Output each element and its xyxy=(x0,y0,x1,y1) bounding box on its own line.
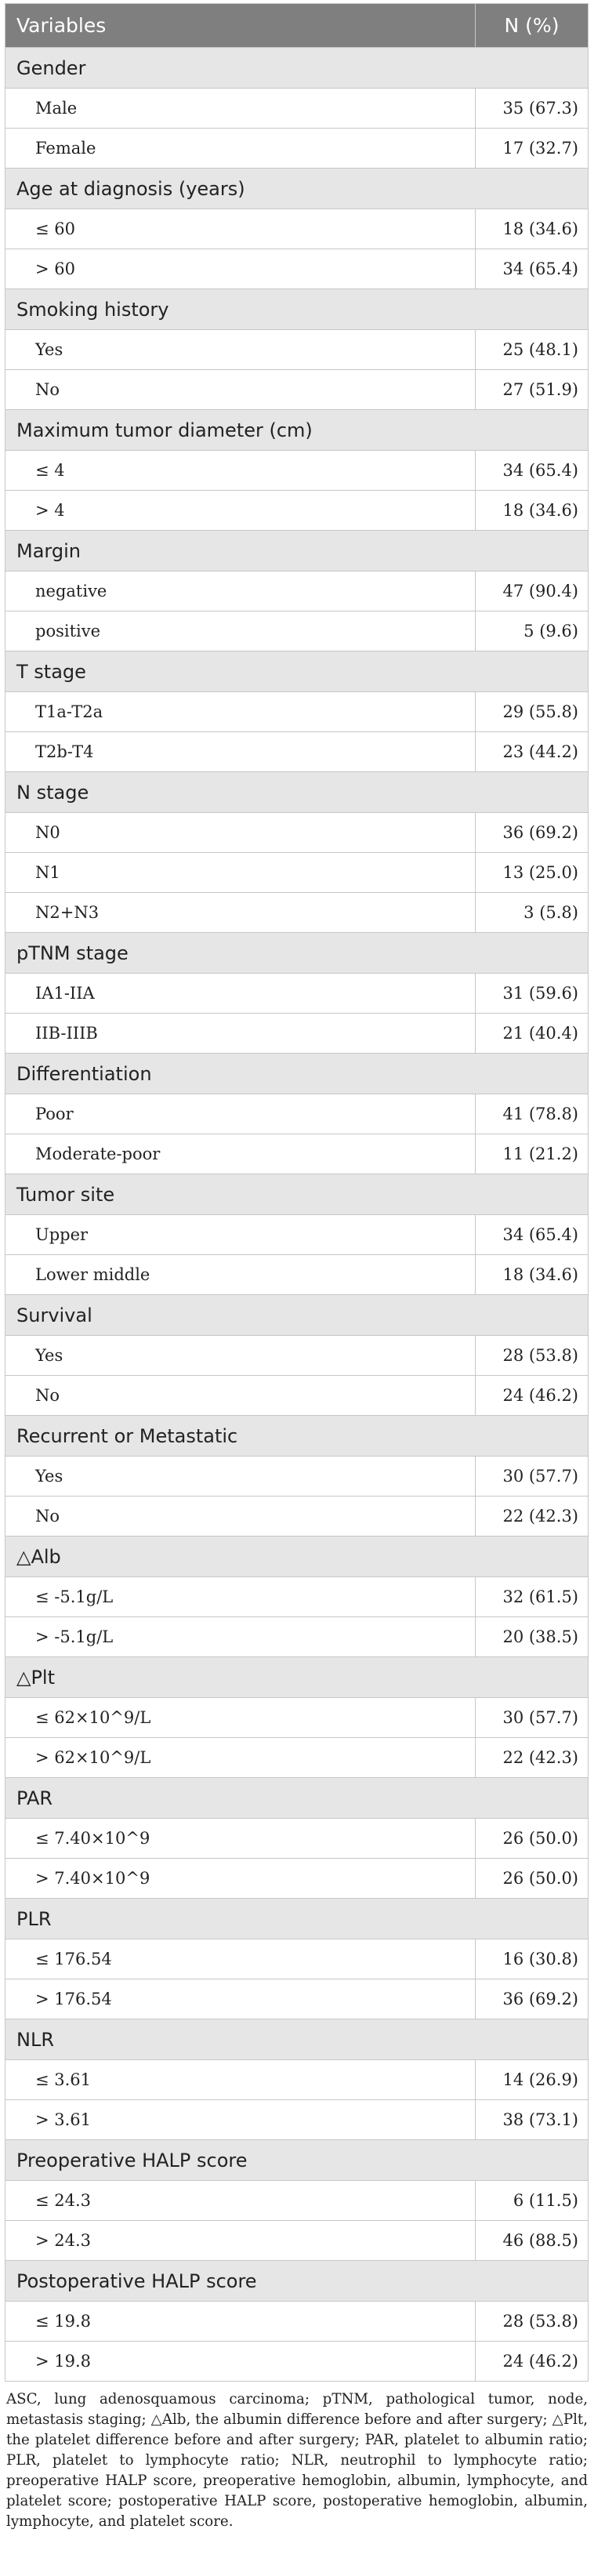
row-value: 24 (46.2) xyxy=(476,1376,589,1416)
row-label: ≤ 4 xyxy=(5,451,476,491)
row-value: 25 (48.1) xyxy=(476,330,589,370)
characteristics-table xyxy=(5,3,589,2382)
row-label: No xyxy=(5,1497,476,1537)
row-label: Lower middle xyxy=(5,1255,476,1295)
table-row xyxy=(5,732,589,772)
row-value: 24 (46.2) xyxy=(476,2342,589,2382)
row-label: No xyxy=(5,1376,476,1416)
table-footnote: ASC, lung adenosquamous carcinoma; pTNM, pathological tumor, node, metastasis staging; △Alb, the albumin difference before and after surgery; △Plt, the platelet difference before and after surgery; PAR, platelet to albumin ratio; PLR, platelet to lymphocyte ratio; NLR, neutrophil to lymphocyte ratio; preoperative HALP score, preoperative hemoglobin, albumin, lymphocyte, and platelet score; postoperative HALP score, postoperative hemoglobin, albumin, lymphocyte, and platelet score. xyxy=(6,2391,588,2530)
table-row xyxy=(5,611,589,651)
group-title: T stage xyxy=(5,651,589,692)
row-value: 29 (55.8) xyxy=(476,692,589,732)
group-title: pTNM stage xyxy=(5,933,589,974)
group-row xyxy=(5,1537,589,1577)
row-value: 32 (61.5) xyxy=(476,1577,589,1617)
row-label: > 24.3 xyxy=(5,2221,476,2261)
table-row xyxy=(5,1336,589,1376)
row-value: 35 (67.3) xyxy=(476,89,589,129)
row-label: Female xyxy=(5,129,476,169)
row-value: 46 (88.5) xyxy=(476,2221,589,2261)
row-label: Yes xyxy=(5,1336,476,1376)
table-row xyxy=(5,1859,589,1899)
table-row xyxy=(5,893,589,933)
table-row xyxy=(5,249,589,289)
group-row xyxy=(5,2261,589,2302)
table-row xyxy=(5,2221,589,2261)
row-label: ≤ 3.61 xyxy=(5,2060,476,2100)
group-title: Smoking history xyxy=(5,289,589,330)
table-row xyxy=(5,1939,589,1979)
row-value: 11 (21.2) xyxy=(476,1134,589,1174)
group-row xyxy=(5,1295,589,1336)
row-label: Male xyxy=(5,89,476,129)
table-row xyxy=(5,1094,589,1134)
row-label: > 176.54 xyxy=(5,1979,476,2019)
row-label: ≤ 176.54 xyxy=(5,1939,476,1979)
group-row xyxy=(5,169,589,209)
row-label: ≤ 19.8 xyxy=(5,2302,476,2342)
table-row xyxy=(5,89,589,129)
row-value: 36 (69.2) xyxy=(476,813,589,853)
table-row xyxy=(5,2060,589,2100)
row-label: > 60 xyxy=(5,249,476,289)
group-title: Preoperative HALP score xyxy=(5,2140,589,2181)
group-title: Tumor site xyxy=(5,1174,589,1215)
row-label: > 19.8 xyxy=(5,2342,476,2382)
group-row xyxy=(5,772,589,813)
row-value: 5 (9.6) xyxy=(476,611,589,651)
row-label: Yes xyxy=(5,330,476,370)
table-row xyxy=(5,974,589,1014)
row-label: negative xyxy=(5,571,476,611)
row-label: ≤ 7.40×10^9 xyxy=(5,1819,476,1859)
row-value: 18 (34.6) xyxy=(476,491,589,531)
header-n-percent: N (%) xyxy=(476,4,589,48)
table-row xyxy=(5,1497,589,1537)
table-row xyxy=(5,129,589,169)
row-value: 30 (57.7) xyxy=(476,1457,589,1497)
group-row xyxy=(5,2019,589,2060)
row-label: N1 xyxy=(5,853,476,893)
table-row xyxy=(5,2302,589,2342)
group-row xyxy=(5,1054,589,1094)
group-title: Maximum tumor diameter (cm) xyxy=(5,410,589,451)
group-row xyxy=(5,2140,589,2181)
header-variables: Variables xyxy=(5,4,476,48)
table-row xyxy=(5,1215,589,1255)
group-title: PAR xyxy=(5,1778,589,1819)
row-value: 13 (25.0) xyxy=(476,853,589,893)
row-value: 14 (26.9) xyxy=(476,2060,589,2100)
row-value: 26 (50.0) xyxy=(476,1859,589,1899)
group-title: N stage xyxy=(5,772,589,813)
row-value: 28 (53.8) xyxy=(476,1336,589,1376)
table-row xyxy=(5,1376,589,1416)
row-label: > 62×10^9/L xyxy=(5,1738,476,1778)
row-value: 34 (65.4) xyxy=(476,451,589,491)
table-row xyxy=(5,1255,589,1295)
group-title: Margin xyxy=(5,531,589,571)
row-label: > 3.61 xyxy=(5,2100,476,2140)
row-value: 28 (53.8) xyxy=(476,2302,589,2342)
row-value: 34 (65.4) xyxy=(476,1215,589,1255)
row-label: T1a-T2a xyxy=(5,692,476,732)
row-label: ≤ -5.1g/L xyxy=(5,1577,476,1617)
table-header xyxy=(5,4,589,48)
row-value: 20 (38.5) xyxy=(476,1617,589,1657)
row-value: 31 (59.6) xyxy=(476,974,589,1014)
table-row xyxy=(5,1577,589,1617)
table-row xyxy=(5,1617,589,1657)
row-value: 38 (73.1) xyxy=(476,2100,589,2140)
row-value: 6 (11.5) xyxy=(476,2181,589,2221)
row-label: Upper xyxy=(5,1215,476,1255)
row-value: 22 (42.3) xyxy=(476,1497,589,1537)
group-row xyxy=(5,1657,589,1698)
row-label: ≤ 62×10^9/L xyxy=(5,1698,476,1738)
table-body xyxy=(5,48,589,2382)
table-row xyxy=(5,209,589,249)
row-label: No xyxy=(5,370,476,410)
row-value: 3 (5.8) xyxy=(476,893,589,933)
row-value: 18 (34.6) xyxy=(476,1255,589,1295)
group-title: Gender xyxy=(5,48,589,89)
row-value: 23 (44.2) xyxy=(476,732,589,772)
row-value: 22 (42.3) xyxy=(476,1738,589,1778)
group-title: NLR xyxy=(5,2019,589,2060)
group-row xyxy=(5,1174,589,1215)
row-label: Moderate-poor xyxy=(5,1134,476,1174)
group-title: △Alb xyxy=(5,1537,589,1577)
row-value: 34 (65.4) xyxy=(476,249,589,289)
row-label: > -5.1g/L xyxy=(5,1617,476,1657)
row-label: ≤ 60 xyxy=(5,209,476,249)
group-row xyxy=(5,289,589,330)
group-title: PLR xyxy=(5,1899,589,1939)
table-row xyxy=(5,1979,589,2019)
group-row xyxy=(5,1778,589,1819)
table-row xyxy=(5,1457,589,1497)
group-title: Survival xyxy=(5,1295,589,1336)
table-row xyxy=(5,491,589,531)
table-row xyxy=(5,370,589,410)
table-row xyxy=(5,571,589,611)
table-row xyxy=(5,1014,589,1054)
table-row xyxy=(5,2100,589,2140)
row-value: 18 (34.6) xyxy=(476,209,589,249)
row-value: 47 (90.4) xyxy=(476,571,589,611)
group-row xyxy=(5,933,589,974)
group-title: Postoperative HALP score xyxy=(5,2261,589,2302)
group-row xyxy=(5,48,589,89)
table-row xyxy=(5,2181,589,2221)
row-value: 16 (30.8) xyxy=(476,1939,589,1979)
row-label: N2+N3 xyxy=(5,893,476,933)
row-value: 36 (69.2) xyxy=(476,1979,589,2019)
row-value: 27 (51.9) xyxy=(476,370,589,410)
table-row xyxy=(5,853,589,893)
group-row xyxy=(5,410,589,451)
row-label: positive xyxy=(5,611,476,651)
row-label: N0 xyxy=(5,813,476,853)
table-row xyxy=(5,1698,589,1738)
group-row xyxy=(5,1899,589,1939)
table-row xyxy=(5,1134,589,1174)
row-label: ≤ 24.3 xyxy=(5,2181,476,2221)
row-value: 41 (78.8) xyxy=(476,1094,589,1134)
row-label: IA1-IIA xyxy=(5,974,476,1014)
row-value: 17 (32.7) xyxy=(476,129,589,169)
table-row xyxy=(5,2342,589,2382)
table-row xyxy=(5,813,589,853)
group-title: △Plt xyxy=(5,1657,589,1698)
row-label: > 7.40×10^9 xyxy=(5,1859,476,1899)
row-label: Poor xyxy=(5,1094,476,1134)
row-label: > 4 xyxy=(5,491,476,531)
group-title: Recurrent or Metastatic xyxy=(5,1416,589,1457)
row-value: 30 (57.7) xyxy=(476,1698,589,1738)
table-row xyxy=(5,692,589,732)
row-label: IIB-IIIB xyxy=(5,1014,476,1054)
table-row xyxy=(5,451,589,491)
group-title: Age at diagnosis (years) xyxy=(5,169,589,209)
table-row xyxy=(5,330,589,370)
row-label: Yes xyxy=(5,1457,476,1497)
row-value: 21 (40.4) xyxy=(476,1014,589,1054)
group-title: Differentiation xyxy=(5,1054,589,1094)
row-label: T2b-T4 xyxy=(5,732,476,772)
group-row xyxy=(5,1416,589,1457)
table-row xyxy=(5,1819,589,1859)
group-row xyxy=(5,651,589,692)
table-row xyxy=(5,1738,589,1778)
group-row xyxy=(5,531,589,571)
row-value: 26 (50.0) xyxy=(476,1819,589,1859)
